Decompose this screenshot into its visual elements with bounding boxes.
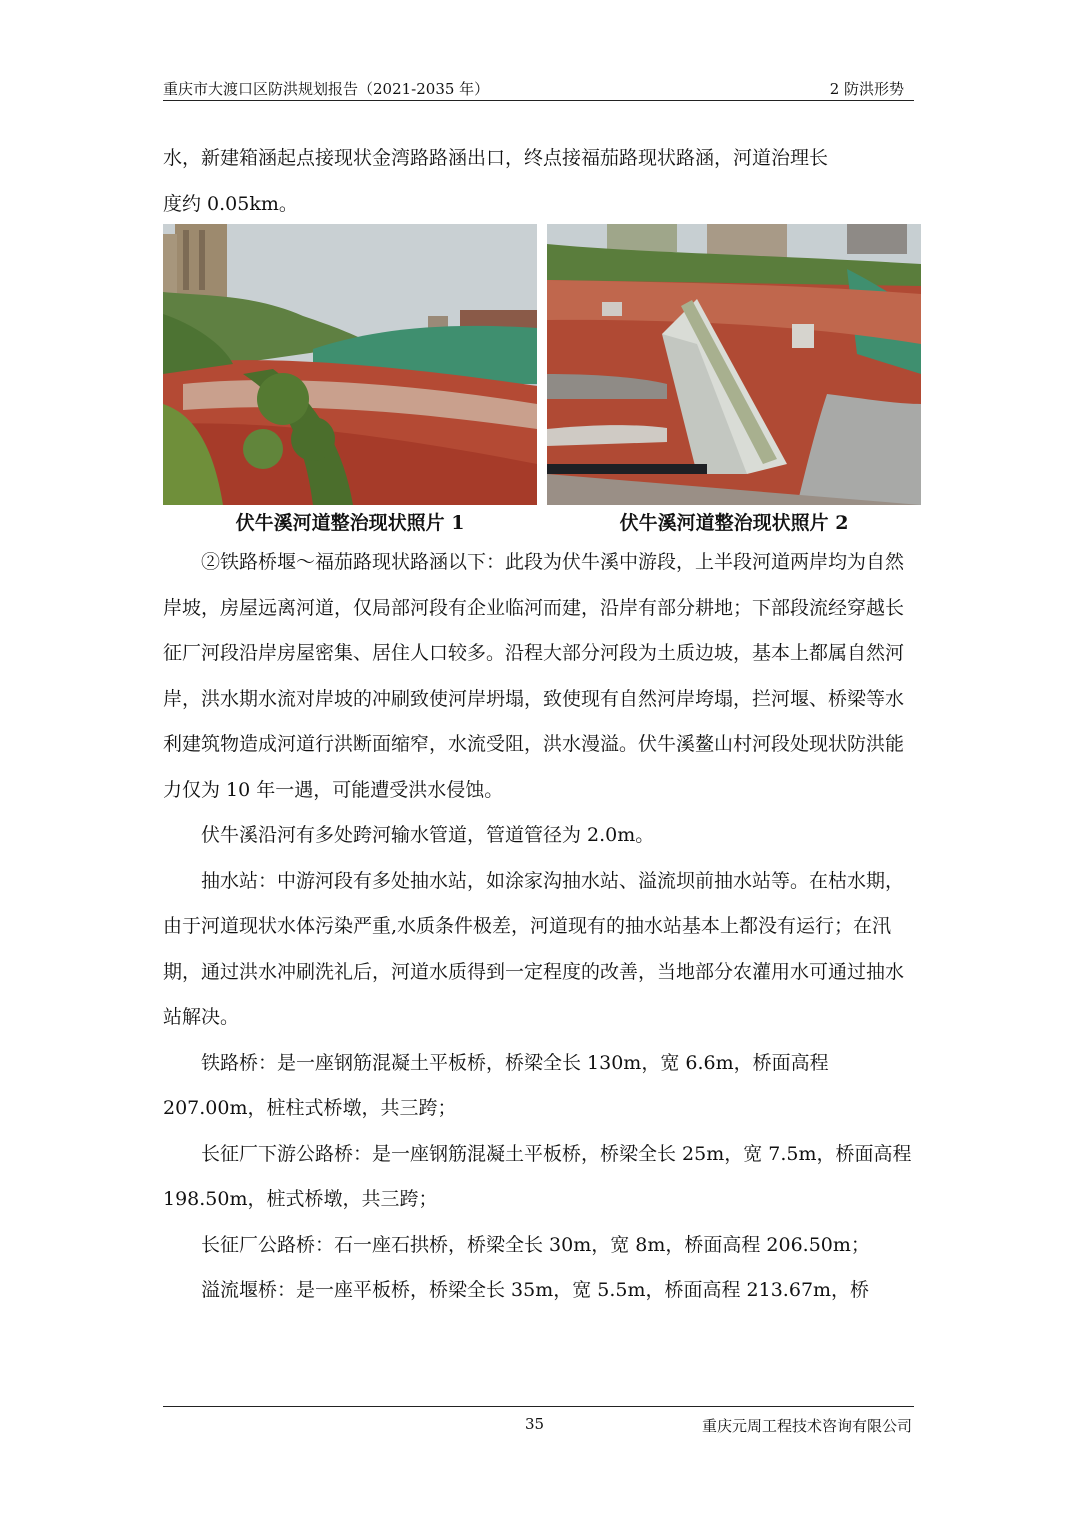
section-title: 2 防洪形势 xyxy=(829,80,904,98)
paragraph-3: 抽水站：中游河段有多处抽水站，如涂家沟抽水站、溢流坝前抽水站等。在枯水期，由于河道现状水体污染严重,水质条件极差，河道现有的抽水站基本上都没有运行；在汛期，通过洪水冲刷洗礼后，河道水质得到一定程度的改善，当地部分农灌用水可通过抽水站解决。 xyxy=(163,869,905,1028)
paragraph-6: 长征厂公路桥：石一座石拱桥，桥梁全长 30m，宽 8m，桥面高程 206.50m； xyxy=(201,1233,870,1256)
report-title: 重庆市大渡口区防洪规划报告（2021-2035 年） xyxy=(163,80,490,98)
paragraph-5: 长征厂下游公路桥：是一座钢筋混凝土平板桥，桥梁全长 25m，宽 7.5m，桥面高程 198.50m，桩式桥墩，共三跨； xyxy=(163,1142,912,1210)
company-name: 重庆元周工程技术咨询有限公司 xyxy=(701,1417,912,1435)
river-photo-2 xyxy=(547,224,921,505)
photo-2-caption: 伏牛溪河道整治现状照片 2 xyxy=(619,512,849,534)
paragraph-2: 伏牛溪沿河有多处跨河输水管道，管道管径为 2.0m。 xyxy=(201,824,655,846)
paragraph-7: 溢流堰桥：是一座平板桥，桥梁全长 35m，宽 5.5m，桥面高程 213.67m，桥 xyxy=(201,1279,870,1301)
body-text xyxy=(163,540,914,1314)
river-photo-1 xyxy=(163,224,537,505)
intro-line-1: 水，新建箱涵起点接现状金湾路路涵出口，终点接福茄路现状路涵，河道治理长 xyxy=(163,147,829,169)
paragraph-4: 铁路桥：是一座钢筋混凝土平板桥，桥梁全长 130m，宽 6.6m，桥面高程 207.00m，桩柱式桥墩，共三跨； xyxy=(163,1051,829,1119)
intro-line-2: 度约 0.05km。 xyxy=(163,192,298,215)
photo-1-caption: 伏牛溪河道整治现状照片 1 xyxy=(235,512,465,534)
page-number: 35 xyxy=(525,1415,545,1433)
intro-text xyxy=(163,136,914,227)
page-footer xyxy=(163,1406,914,1437)
paragraph-1: ②铁路桥堰～福茄路现状路涵以下：此段为伏牛溪中游段，上半段河道两岸均为自然岸坡，房屋远离河道，仅局部河段有企业临河而建，沿岸有部分耕地；下部段流经穿越长征厂河段沿岸房屋密集、居住人口较多。沿程大部分河段为土质边坡，基本上都属自然河岸，洪水期水流对岸坡的冲刷致使河岸坍塌，致使现有自然河岸垮塌，拦河堰、桥梁等水利建筑物造成河道行洪断面缩窄，水流受阻，洪水漫溢。伏牛溪鳌山村河段处现状防洪能力仅为 10 年一遇，可能遭受洪水侵蚀。 xyxy=(163,551,905,801)
page-header xyxy=(163,76,914,101)
